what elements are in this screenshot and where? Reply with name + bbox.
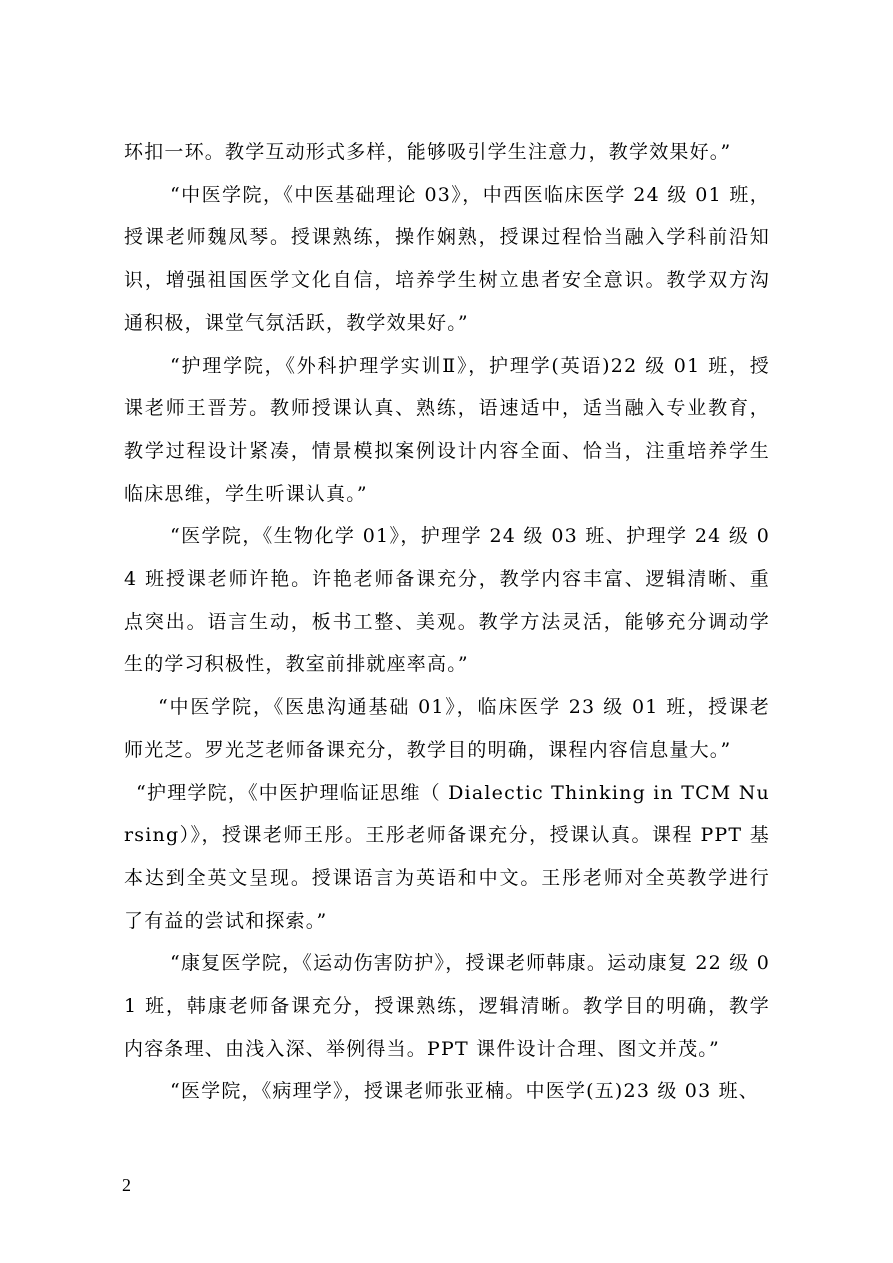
paragraph-sports-injury: “康复医学院，《运动伤害防护》，授课老师韩康。运动康复 22 级 01 班，韩康老师备课充分，授课熟练，逻辑清晰。教学目的明确，教学内容条理、由浅入深、举例得当。PPT 课件设计合理、图文并茂。” [124, 952, 770, 1060]
paragraph-tcm-basic-theory: “中医学院，《中医基础理论 03》，中西医临床医学 24 级 01 班，授课老师魏凤琴。授课熟练，操作娴熟，授课过程恰当融入学科前沿知识，增强祖国医学文化自信，培养学生树立患者安全意识。教学双方沟通积极，课堂气氛活跃，教学效果好。” [124, 183, 770, 334]
paragraph-doctor-patient-communication: “中医学院，《医患沟通基础 01》，临床医学 23 级 01 班，授课老师光芝。罗光芝老师备课充分，教学目的明确，课程内容信息量大。” [124, 696, 770, 761]
paragraph-surgical-nursing: “护理学院，《外科护理学实训Ⅱ》，护理学(英语)22 级 01 班，授课老师王晋芳。教师授课认真、熟练，语速适中，适当融入专业教育，教学过程设计紧凑，情景模拟案例设计内容全面、恰当，注重培养学生临床思维，学生听课认真。” [124, 354, 770, 505]
paragraph-pathology: “医学院，《病理学》，授课老师张亚楠。中医学(五)23 级 03 班、 [170, 1080, 760, 1103]
paragraph-continuation: 环扣一环。教学互动形式多样，能够吸引学生注意力，教学效果好。” [124, 141, 732, 163]
document-body [124, 131, 770, 1113]
page-number: 2 [122, 1175, 131, 1195]
paragraph-tcm-nursing-thinking: “护理学院，《中医护理临证思维（ Dialectic Thinking in TCM Nursing）》，授课老师王彤。王彤老师备课充分，授课认真。课程 PPT 基本达到全英文呈现。授课语言为英语和中文。王彤老师对全英教学进行了有益的尝试和探索。” [124, 781, 770, 932]
paragraph-biochemistry: “医学院，《生物化学 01》，护理学 24 级 03 班、护理学 24 级 04 班授课老师许艳。许艳老师备课充分，教学内容丰富、逻辑清晰、重点突出。语言生动，板书工整、美观。教学方法灵活，能够充分调动学生的学习积极性，教室前排就座率高。” [124, 525, 770, 676]
